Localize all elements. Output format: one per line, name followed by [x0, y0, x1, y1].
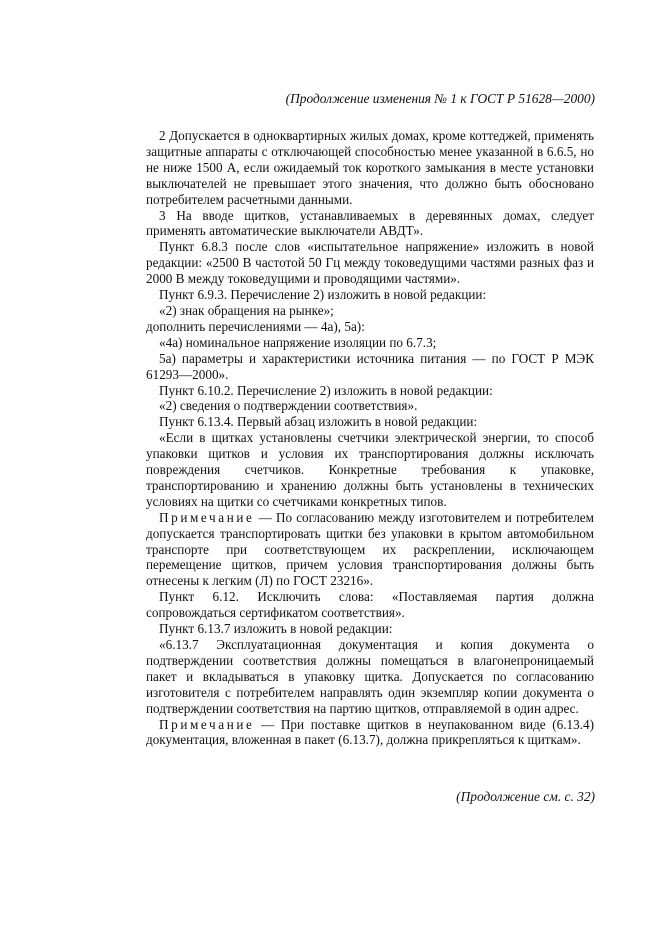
paragraph-clause-2: 2 Допускается в одноквартирных жилых домах, кроме коттеджей, применять защитные аппараты с отключающей способностью менее указанной в 6.6.5, но не ниже 1500 А, если ожидаемый ток короткого замыкания в месте установки выключателей не превышает этого значения, что должно быть обосновано потребителем расчетными данными.: [146, 128, 594, 207]
list-item-4a: «4а) номинальное напряжение изоляции по 6.7.3;: [159, 334, 437, 350]
document-body: [146, 128, 594, 748]
list-item-5a: 5а) параметры и характеристики источника питания — по ГОСТ Р МЭК 61293—2000».: [146, 350, 594, 382]
paragraph-6-13-4: Пункт 6.13.4. Первый абзац изложить в новой редакции:: [159, 414, 478, 430]
continuation-header: (Продолжение изменения № 1 к ГОСТ Р 51628—2000): [285, 91, 595, 106]
note-label: Примечание: [159, 716, 255, 732]
list-item-2: «2) знак обращения на рынке»;: [159, 302, 334, 318]
note-text: — По согласованию между изготовителем и потребителем допускается транспортировать щитки без упаковки в крытом автомобильном транспорте при соответствующем их раскреплении, исключающем перемещение щитков, причем условия транспортирования должны быть отнесены к легким (Л) по ГОСТ 23216».: [146, 509, 594, 589]
paragraph-clause-3: 3 На вводе щитков, устанавливаемых в деревянных домах, следует применять автоматические выключатели АВДТ».: [146, 207, 594, 239]
note-label: Примечание: [159, 509, 255, 525]
paragraph-packaging: «Если в щитках установлены счетчики электрической энергии, то способ упаковки щитков и условия их транспортирования должны исключать повреждения счетчиков. Конкретные требования к упаковке, транспортированию и хранению должны быть установлены в технических условиях на щитки со счетчиками конкретных типов.: [146, 430, 594, 509]
note-text: — При поставке щитков в неупакованном виде (6.13.4) документация, вложенная в пакет (6.13.7), должна прикрепляться к щиткам».: [146, 716, 594, 748]
list-item-2-conformity: «2) сведения о подтверждении соответствия».: [159, 398, 418, 414]
note-unpacked: [146, 717, 594, 749]
paragraph-6-13-7: Пункт 6.13.7 изложить в новой редакции:: [159, 621, 393, 637]
note-transport: [146, 510, 594, 590]
paragraph-add-items: дополнить перечислениями — 4а), 5а):: [146, 318, 365, 334]
paragraph-6-12: Пункт 6.12. Исключить слова: «Поставляемая партия должна сопровождаться сертификатом соответствия».: [146, 589, 594, 621]
paragraph-documentation: «6.13.7 Эксплуатационная документация и копия документа о подтверждении соответствия должны помещаться в влагонепроницаемый пакет и вкладываться в упаковку щитка. Допускается по согласованию изготовителя с потребителем направлять один экземпляр копии документа о подтверждении соответствия на партию щитков, отправляемой в один адрес.: [146, 637, 594, 716]
paragraph-6-9-3: Пункт 6.9.3. Перечисление 2) изложить в новой редакции:: [159, 287, 487, 303]
continuation-footer: (Продолжение см. с. 32): [456, 789, 595, 804]
paragraph-6-8-3: Пункт 6.8.3 после слов «испытательное напряжение» изложить в новой редакции: «2500 В частотой 50 Гц между токоведущими частями разных фаз и 2000 В между токоведущими и проводящими частями».: [146, 239, 594, 287]
paragraph-6-10-2: Пункт 6.10.2. Перечисление 2) изложить в новой редакции:: [159, 382, 493, 398]
